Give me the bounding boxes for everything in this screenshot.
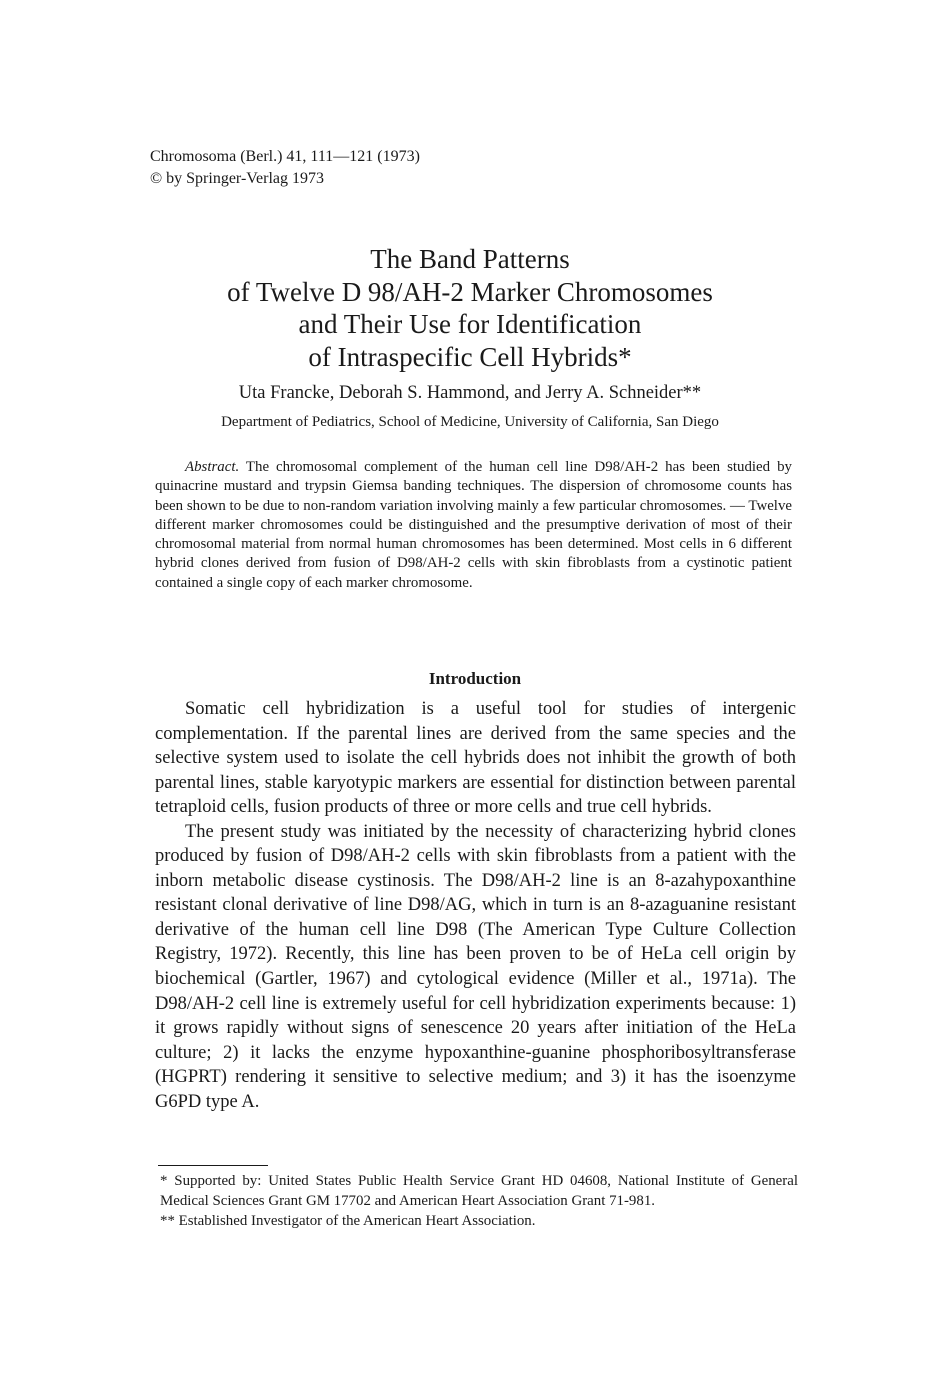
introduction-body xyxy=(155,697,796,1114)
footnote-rule xyxy=(158,1165,268,1166)
footnote: ** Established Investigator of the American Heart Association. xyxy=(160,1213,536,1229)
abstract-label: Abstract. xyxy=(185,459,240,475)
affiliation: Department of Pediatrics, School of Medicine, University of California, San Diego xyxy=(221,414,719,430)
journal-header xyxy=(150,146,420,190)
title-line: of Twelve D 98/AH-2 Marker Chromosomes xyxy=(227,276,713,307)
footnote: * Supported by: United States Public Health Service Grant HD 04608, National Institute of General Medical Sciences Grant GM 17702 and American Heart Association Grant 71-981. xyxy=(160,1173,798,1209)
body-paragraph: Somatic cell hybridization is a useful tool for studies of intergenic complementation. If the parental lines are derived from the same species and the selective system used to isolate the cell hybrids does not inhibit the growth of both parental lines, stable karyotypic markers are essential for distinction between parental tetraploid cells, fusion products of three or more cells and true cell hybrids. xyxy=(155,699,796,818)
title-line: and Their Use for Identification xyxy=(298,309,642,339)
journal-citation: Chromosoma (Berl.) 41, 111—121 (1973) xyxy=(150,148,420,165)
author-list: Uta Francke, Deborah S. Hammond, and Jerry A. Schneider** xyxy=(238,383,702,403)
title-line: The Band Patterns xyxy=(370,244,570,274)
article-title xyxy=(120,243,820,373)
body-paragraph: The present study was initiated by the necessity of characterizing hybrid clones produced by fusion of D98/AH-2 cells with skin fibroblasts from a patient with the inborn metabolic disease cystinosis. The D98/AH-2 line is an 8-azahypoxanthine resistant clonal derivative of line D98/AG, which in turn is an 8-azaguanine resistant derivative of the human cell line D98 (The American Type Culture Collection Registry, 1972). Recently, this line has been proven to be of HeLa cell origin by biochemical (Gartler, 1967) and cytological evidence (Miller et al., 1971a). The D98/AH-2 cell line is extremely useful for cell hybridization experiments because: 1) it grows rapidly without signs of senescence 20 years after initiation of the HeLa culture; 2) it lacks the enzyme hypoxanthine-guanine phosphoribosyltransferase (HGPRT) rendering it sensitive to selective medium; and 3) it has the isoenzyme G6PD type A. xyxy=(155,821,796,1112)
title-line: of Intraspecific Cell Hybrids* xyxy=(308,341,632,372)
section-heading-introduction: Introduction xyxy=(428,669,522,688)
footnotes xyxy=(160,1171,798,1231)
abstract-text: The chromosomal complement of the human cell line D98/AH-2 has been studied by quinacrine mustard and trypsin Giemsa banding techniques. The dispersion of chromosome counts has been shown to be due to non-random variation involving mainly a few particular chromosomes. — Twelve different marker chromosomes could be distinguished and the presumptive derivation of most of their chromosomal material from normal human chromosomes has been determined. Most cells in 6 different hybrid clones derived from fusion of D98/AH-2 cells with skin fibroblasts from a cystinotic patient contained a single copy of each marker chromosome. xyxy=(155,459,792,591)
abstract xyxy=(155,458,792,593)
copyright-line: © by Springer-Verlag 1973 xyxy=(150,170,325,187)
